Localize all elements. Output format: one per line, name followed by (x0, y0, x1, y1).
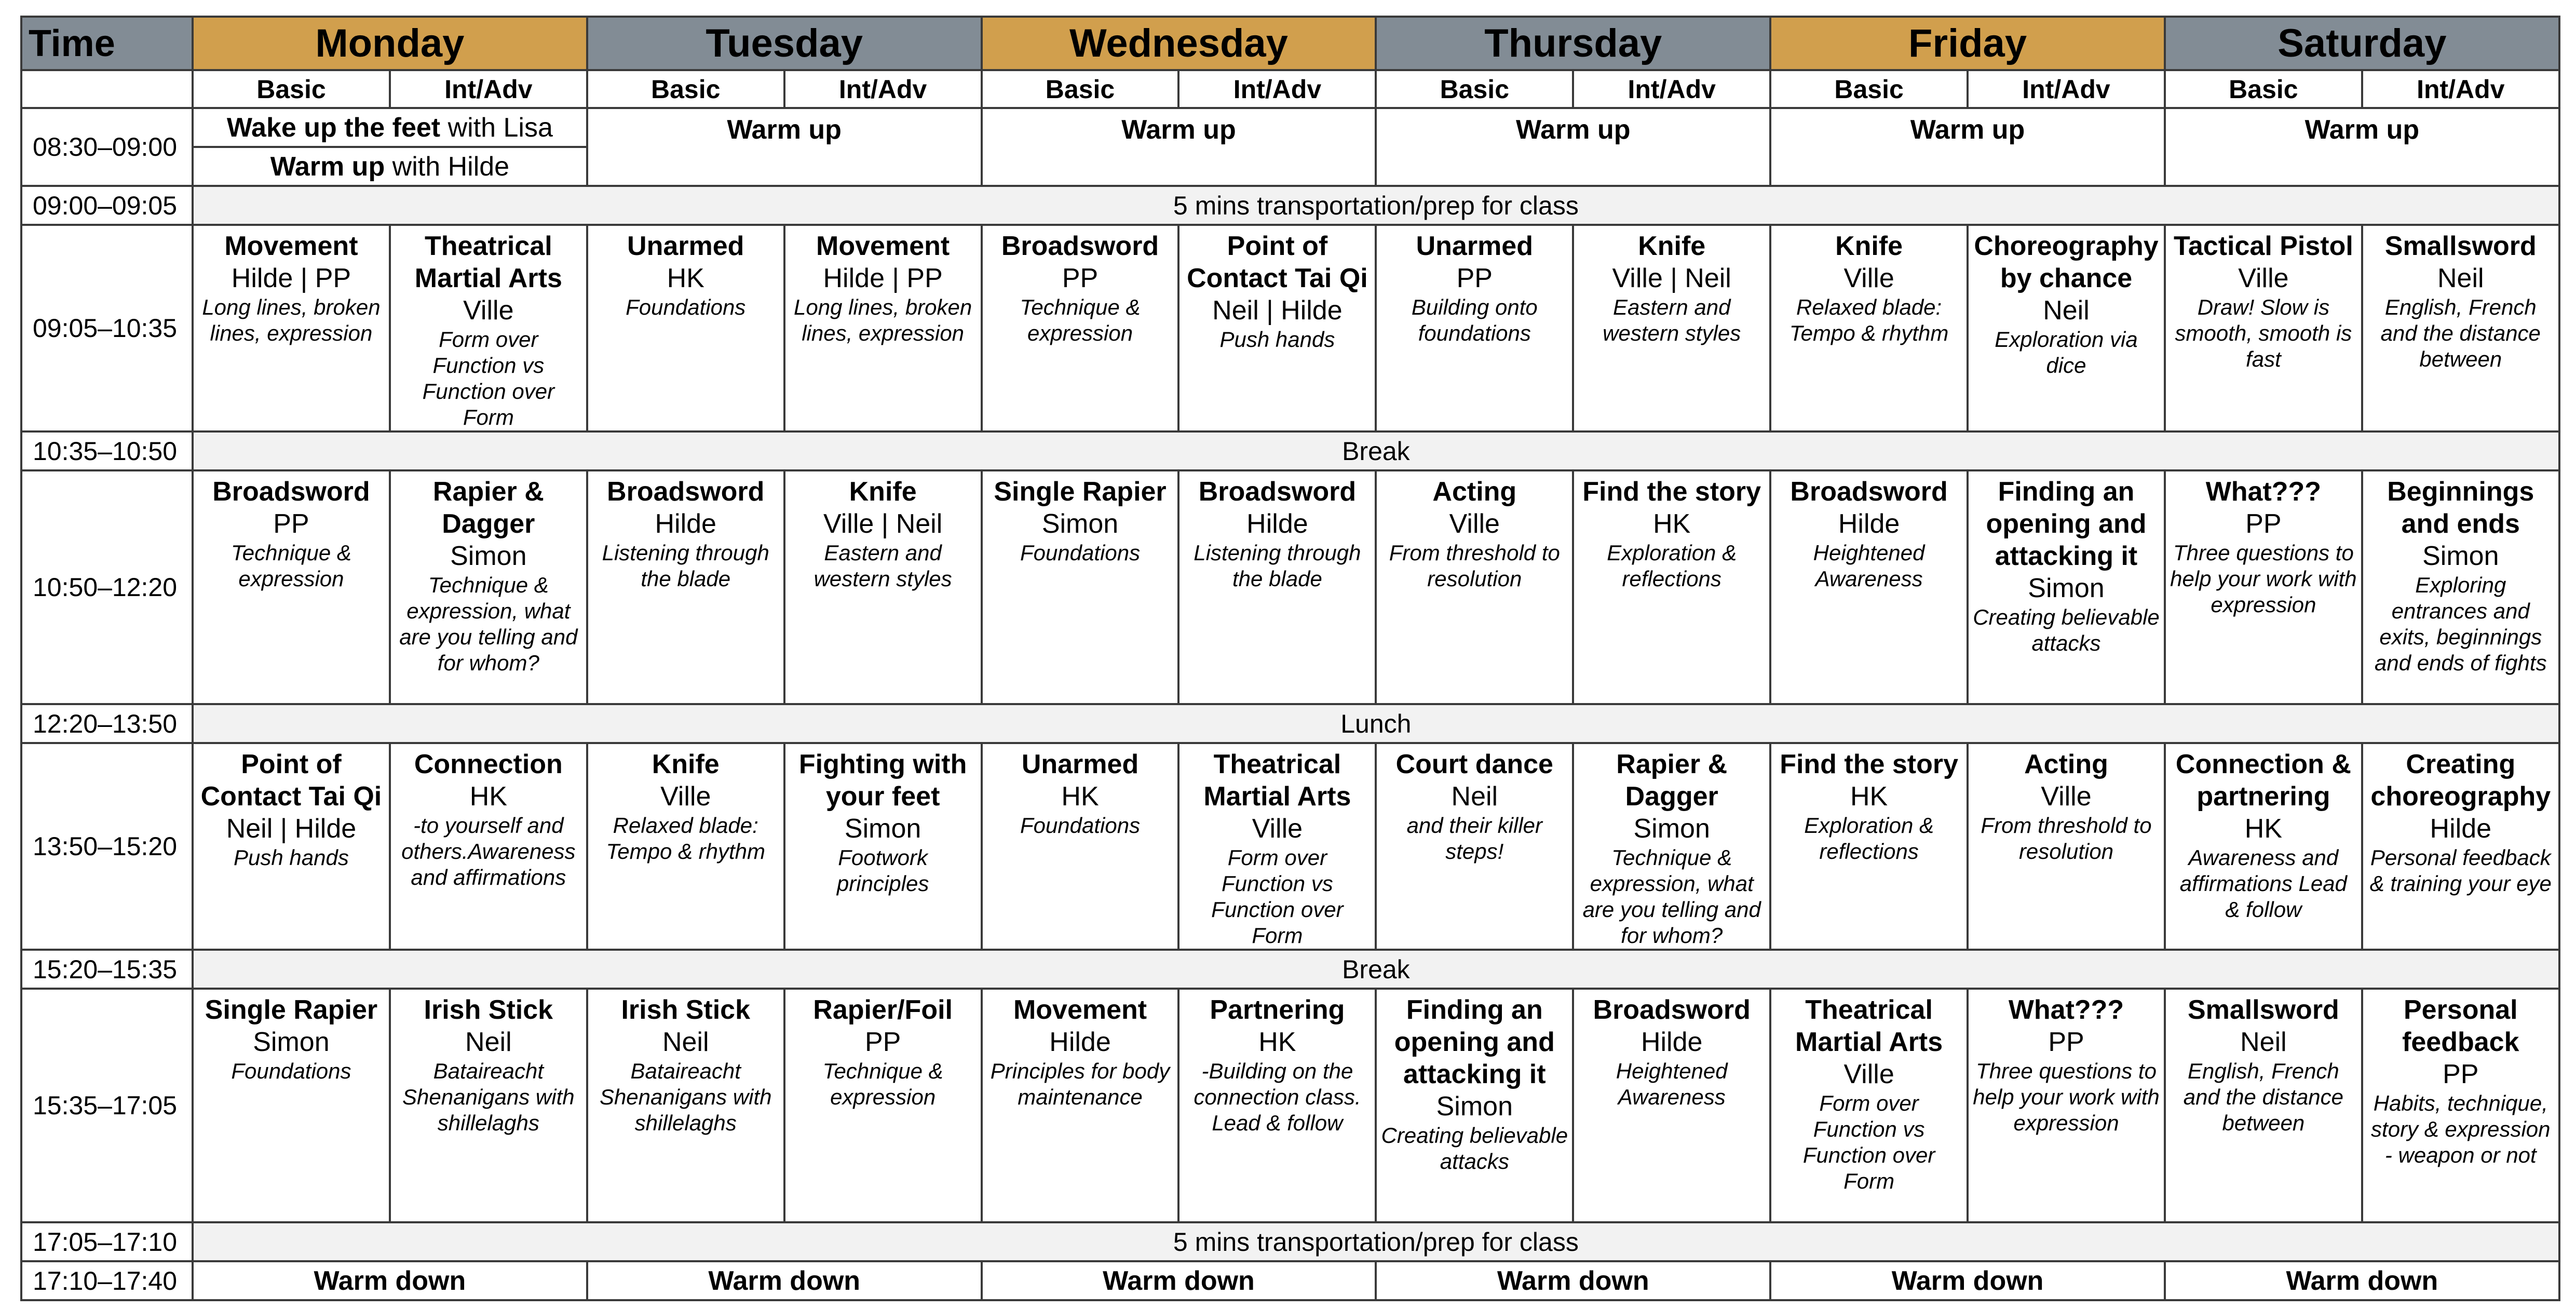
time-cell-class-2: 10:50–12:20 (21, 470, 193, 704)
session-title: Rapier & Dagger (1616, 749, 1728, 812)
time-cell-break-2: 15:20–15:35 (21, 950, 193, 989)
break-row-2 (21, 950, 2559, 989)
day-header-tuesday: Tuesday (587, 17, 982, 70)
time-cell-break-1: 10:35–10:50 (21, 431, 193, 470)
session-title: Single Rapier (205, 995, 378, 1025)
session-description: and their killer steps! (1406, 813, 1543, 863)
session-teacher: HK (1258, 1027, 1296, 1057)
session-description: Three questions to help your work with expression (2170, 541, 2357, 617)
lunch-row (21, 704, 2559, 743)
session-description: Foundations (626, 295, 746, 319)
warmup-row (21, 108, 2559, 147)
warmup-tuesday: Warm up (587, 108, 982, 186)
warmup-friday: Warm up (1770, 108, 2165, 186)
level-basic: Basic (587, 70, 784, 108)
session-title: Finding an opening and attacking it (1986, 477, 2147, 571)
session-description: Heightened Awareness (1813, 541, 1925, 591)
session-teacher: PP (1062, 263, 1099, 293)
session-title: Smallsword (2384, 231, 2537, 261)
warmdown-thursday: Warm down (1376, 1261, 1770, 1300)
session-description: Technique & expression, what are you telling and for whom? (1582, 845, 1761, 948)
session-title: Broadsword (1001, 231, 1159, 261)
session-title: Movement (816, 231, 950, 261)
session-teacher: Ville (2041, 781, 2092, 812)
level-basic: Basic (982, 70, 1179, 108)
session-description: Push hands (1219, 327, 1335, 352)
warmdown-tuesday: Warm down (587, 1261, 982, 1300)
session-title: Movement (1013, 995, 1147, 1025)
session-teacher: Ville | Neil (1612, 263, 1731, 293)
session-description: English, French and the distance between (2183, 1059, 2344, 1135)
session-title: Creating choreography (2370, 749, 2551, 812)
session-cell (2165, 989, 2362, 1222)
session-description: Exploration & reflections (1804, 813, 1934, 863)
session-cell (587, 743, 784, 950)
header-row-levels (21, 70, 2559, 108)
empty-level-cell (21, 70, 193, 108)
session-teacher: HK (1061, 781, 1099, 812)
session-cell (784, 989, 982, 1222)
session-teacher: Simon (2422, 541, 2499, 571)
session-cell (1770, 470, 1968, 704)
session-cell (587, 225, 784, 431)
class-row-3 (21, 743, 2559, 950)
session-title: Acting (2024, 749, 2108, 779)
level-basic: Basic (193, 70, 390, 108)
session-description: Form over Function vs Function over Form (1802, 1091, 1935, 1193)
session-cell (193, 470, 390, 704)
session-teacher: HK (1850, 781, 1888, 812)
session-teacher: Hilde | PP (231, 263, 351, 293)
session-teacher: Ville (1252, 814, 1303, 844)
session-teacher: PP (2048, 1027, 2084, 1057)
session-description: Building onto foundations (1411, 295, 1538, 345)
session-cell (784, 225, 982, 431)
session-cell (1968, 470, 2165, 704)
session-description: Bataireacht Shenanigans with shillelaghs (599, 1059, 772, 1135)
day-header-wednesday: Wednesday (982, 17, 1376, 70)
session-cell (1178, 989, 1376, 1222)
time-cell-class-3: 13:50–15:20 (21, 743, 193, 950)
session-cell (1968, 743, 2165, 950)
session-cell (193, 989, 390, 1222)
session-teacher: Hilde | PP (823, 263, 943, 293)
session-teacher: Hilde (655, 509, 716, 539)
session-cell (1376, 225, 1573, 431)
session-title: Theatrical Martial Arts (1795, 995, 1943, 1057)
session-teacher: Simon (253, 1027, 330, 1057)
session-teacher: Neil (1451, 781, 1498, 812)
transit-row-2 (21, 1222, 2559, 1261)
level-int-adv: Int/Adv (1573, 70, 1770, 108)
session-cell (982, 470, 1179, 704)
session-teacher: Neil | Hilde (226, 814, 357, 844)
session-description: Relaxed blade: Tempo & rhythm (1789, 295, 1949, 345)
session-cell (1178, 743, 1376, 950)
session-teacher: HK (2244, 814, 2283, 844)
session-teacher: Ville (2238, 263, 2289, 293)
session-cell (784, 470, 982, 704)
session-description: -to yourself and others.Awareness and affirmations (401, 813, 576, 889)
warmdown-friday: Warm down (1770, 1261, 2165, 1300)
session-title: Fighting with your feet (798, 749, 967, 812)
warmup-lisa-teacher: with Lisa (440, 112, 553, 143)
session-teacher: Simon (844, 814, 921, 844)
session-title: Movement (224, 231, 358, 261)
warmup-thursday: Warm up (1376, 108, 1770, 186)
transit-row-1 (21, 186, 2559, 225)
level-basic: Basic (1770, 70, 1968, 108)
session-description: Awareness and affirmations Lead & follow (2179, 845, 2347, 922)
session-cell (1770, 743, 1968, 950)
level-int-adv: Int/Adv (1968, 70, 2165, 108)
session-cell (982, 225, 1179, 431)
day-header-monday: Monday (193, 17, 587, 70)
session-cell (2165, 470, 2362, 704)
session-teacher: Simon (450, 541, 527, 571)
day-header-thursday: Thursday (1376, 17, 1770, 70)
level-basic: Basic (2165, 70, 2362, 108)
session-cell (390, 225, 587, 431)
session-description: Relaxed blade: Tempo & rhythm (606, 813, 766, 863)
warmup-hilde-title: Warm up (270, 151, 385, 182)
session-teacher: Neil (2437, 263, 2484, 293)
class-row-4 (21, 989, 2559, 1222)
session-cell (1573, 743, 1770, 950)
session-description: Form over Function vs Function over Form (1211, 845, 1344, 948)
day-header-saturday: Saturday (2165, 17, 2559, 70)
session-description: -Building on the connection class. Lead & follow (1194, 1059, 1361, 1135)
class-row-2 (21, 470, 2559, 704)
session-cell (982, 743, 1179, 950)
session-description: Footwork principles (836, 845, 929, 896)
session-cell (1968, 989, 2165, 1222)
session-cell (1376, 989, 1573, 1222)
session-title: Broadsword (1790, 477, 1948, 507)
session-description: Long lines, broken lines, expression (794, 295, 972, 345)
session-cell (2362, 743, 2559, 950)
session-description: Form over Function vs Function over Form (422, 327, 555, 429)
header-row-days (21, 17, 2559, 70)
session-teacher: PP (2443, 1059, 2479, 1089)
session-teacher: HK (667, 263, 704, 293)
time-cell-class-1: 09:05–10:35 (21, 225, 193, 431)
session-cell (1770, 989, 1968, 1222)
session-title: Connection (414, 749, 563, 779)
lunch-banner: Lunch (193, 704, 2559, 743)
session-cell (587, 989, 784, 1222)
session-title: Find the story (1780, 749, 1958, 779)
session-title: Irish Stick (424, 995, 553, 1025)
level-int-adv: Int/Adv (390, 70, 587, 108)
session-title: Find the story (1582, 477, 1761, 507)
session-title: Personal feedback (2402, 995, 2519, 1057)
session-cell (2362, 225, 2559, 431)
session-teacher: Neil (662, 1027, 709, 1057)
session-cell (587, 470, 784, 704)
session-cell (193, 743, 390, 950)
session-title: Irish Stick (621, 995, 750, 1025)
session-title: What??? (2008, 995, 2124, 1025)
class-row-1 (21, 225, 2559, 431)
session-cell (1770, 225, 1968, 431)
warmdown-row (21, 1261, 2559, 1300)
session-teacher: Simon (1633, 814, 1710, 844)
transit-banner-2: 5 mins transportation/prep for class (193, 1222, 2559, 1261)
session-title: What??? (2205, 477, 2322, 507)
session-title: Broadsword (1198, 477, 1357, 507)
session-description: English, French and the distance between (2380, 295, 2541, 371)
day-header-friday: Friday (1770, 17, 2165, 70)
session-teacher: Ville | Neil (823, 509, 943, 539)
session-description: Exploring entrances and exits, beginnings and ends of fights (2375, 573, 2547, 675)
warmup-wednesday: Warm up (982, 108, 1376, 186)
session-description: From threshold to resolution (1389, 541, 1560, 591)
session-cell (1968, 225, 2165, 431)
session-description: Eastern and western styles (814, 541, 952, 591)
session-teacher: HK (469, 781, 507, 812)
session-cell (390, 743, 587, 950)
session-teacher: Hilde (1640, 1027, 1703, 1057)
warmdown-monday: Warm down (193, 1261, 587, 1300)
session-cell (1573, 225, 1770, 431)
session-teacher: PP (1456, 263, 1493, 293)
break-banner-2: Break (193, 950, 2559, 989)
session-title: Point of Contact Tai Qi (200, 749, 382, 812)
session-description: Personal feedback & training your eye (2369, 845, 2552, 896)
session-title: Choreography by chance (1974, 231, 2159, 293)
session-teacher: Ville (660, 781, 711, 812)
session-cell (1376, 743, 1573, 950)
session-title: Broadsword (1593, 995, 1751, 1025)
session-teacher: Simon (1041, 509, 1119, 539)
session-description: Technique & expression (1020, 295, 1141, 345)
break-row-1 (21, 431, 2559, 470)
transit-banner-1: 5 mins transportation/prep for class (193, 186, 2559, 225)
session-title: Broadsword (607, 477, 765, 507)
session-description: Bataireacht Shenanigans with shillelaghs (402, 1059, 575, 1135)
level-int-adv: Int/Adv (2362, 70, 2559, 108)
session-teacher: Neil (465, 1027, 512, 1057)
warmup-saturday: Warm up (2165, 108, 2559, 186)
session-description: Push hands (234, 845, 349, 870)
session-title: Tactical Pistol (2173, 231, 2353, 261)
session-cell (1573, 470, 1770, 704)
session-description: Creating believable attacks (1381, 1123, 1568, 1173)
session-title: Finding an opening and attacking it (1394, 995, 1555, 1089)
session-description: Foundations (1020, 813, 1141, 838)
session-title: Knife (1835, 231, 1903, 261)
time-cell-warmdown: 17:10–17:40 (21, 1261, 193, 1300)
session-description: Technique & expression (822, 1059, 943, 1109)
session-cell (193, 225, 390, 431)
monday-warmup-lisa (193, 108, 587, 147)
session-teacher: PP (864, 1027, 901, 1057)
time-cell-transit-1: 09:00–09:05 (21, 186, 193, 225)
time-column-header: Time (21, 17, 193, 70)
session-title: Connection & partnering (2175, 749, 2351, 812)
session-cell (2165, 743, 2362, 950)
session-teacher: HK (1653, 509, 1691, 539)
session-title: Theatrical Martial Arts (414, 231, 562, 293)
session-description: Eastern and western styles (1603, 295, 1741, 345)
time-cell-transit-2: 17:05–17:10 (21, 1222, 193, 1261)
session-teacher: Neil (2240, 1027, 2287, 1057)
warmup-lisa-title: Wake up the feet (226, 112, 441, 143)
session-title: Knife (652, 749, 720, 779)
time-cell-warmup: 08:30–09:00 (21, 108, 193, 186)
session-description: Creating believable attacks (1973, 605, 2160, 655)
time-cell-lunch: 12:20–13:50 (21, 704, 193, 743)
session-description: From threshold to resolution (1981, 813, 2152, 863)
session-teacher: PP (2245, 509, 2282, 539)
break-banner-1: Break (193, 431, 2559, 470)
session-title: Partnering (1210, 995, 1345, 1025)
session-title: Theatrical Martial Arts (1203, 749, 1351, 812)
session-cell (982, 989, 1179, 1222)
session-cell (2362, 470, 2559, 704)
warmdown-wednesday: Warm down (982, 1261, 1376, 1300)
session-cell (1178, 225, 1376, 431)
session-cell (1376, 470, 1573, 704)
session-title: Point of Contact Tai Qi (1187, 231, 1368, 293)
session-cell (1573, 989, 1770, 1222)
session-teacher: Ville (1449, 509, 1500, 539)
session-teacher: Neil | Hilde (1212, 295, 1343, 326)
session-description: Principles for body maintenance (990, 1059, 1170, 1109)
session-title: Knife (849, 477, 917, 507)
session-description: Long lines, broken lines, expression (202, 295, 381, 345)
session-cell (784, 743, 982, 950)
session-teacher: Ville (463, 295, 514, 326)
monday-warmup-hilde (193, 147, 587, 186)
session-description: Heightened Awareness (1616, 1059, 1728, 1109)
session-teacher: Hilde (1838, 509, 1900, 539)
session-title: Rapier/Foil (813, 995, 953, 1025)
session-teacher: Simon (2028, 573, 2105, 603)
session-teacher: Simon (1436, 1091, 1513, 1122)
session-title: Unarmed (1021, 749, 1139, 779)
session-teacher: Ville (1843, 1059, 1894, 1089)
session-title: Knife (1638, 231, 1706, 261)
session-cell (1178, 470, 1376, 704)
session-description: Exploration via dice (1995, 327, 2138, 377)
session-description: Foundations (231, 1059, 351, 1083)
time-cell-class-4: 15:35–17:05 (21, 989, 193, 1222)
session-cell (2362, 989, 2559, 1222)
session-teacher: Neil (2043, 295, 2090, 326)
session-title: Unarmed (627, 231, 744, 261)
session-teacher: Hilde (2430, 814, 2492, 844)
warmdown-saturday: Warm down (2165, 1261, 2559, 1300)
schedule-table (20, 16, 2560, 1301)
session-cell (390, 989, 587, 1222)
session-description: Draw! Slow is smooth, smooth is fast (2175, 295, 2352, 371)
session-teacher: PP (273, 509, 309, 539)
session-cell (2165, 225, 2362, 431)
session-teacher: Hilde (1049, 1027, 1111, 1057)
session-teacher: Ville (1843, 263, 1894, 293)
session-teacher: Hilde (1246, 509, 1308, 539)
session-title: Unarmed (1416, 231, 1533, 261)
session-title: Acting (1432, 477, 1517, 507)
level-basic: Basic (1376, 70, 1573, 108)
session-cell (390, 470, 587, 704)
session-description: Three questions to help your work with expression (1973, 1059, 2160, 1135)
session-title: Court dance (1395, 749, 1553, 779)
session-description: Exploration & reflections (1607, 541, 1737, 591)
session-description: Listening through the blade (602, 541, 769, 591)
session-title: Smallsword (2187, 995, 2339, 1025)
session-title: Broadsword (212, 477, 370, 507)
level-int-adv: Int/Adv (1178, 70, 1376, 108)
session-description: Technique & expression, what are you telling and for whom? (399, 573, 578, 675)
session-title: Beginnings and ends (2387, 477, 2534, 539)
session-description: Foundations (1020, 541, 1141, 565)
session-description: Habits, technique, story & expression - weapon or not (2371, 1091, 2551, 1167)
session-title: Single Rapier (994, 477, 1167, 507)
session-description: Technique & expression (231, 541, 351, 591)
warmup-hilde-teacher: with Hilde (385, 151, 510, 182)
session-description: Listening through the blade (1194, 541, 1361, 591)
session-title: Rapier & Dagger (432, 477, 544, 539)
level-int-adv: Int/Adv (784, 70, 982, 108)
